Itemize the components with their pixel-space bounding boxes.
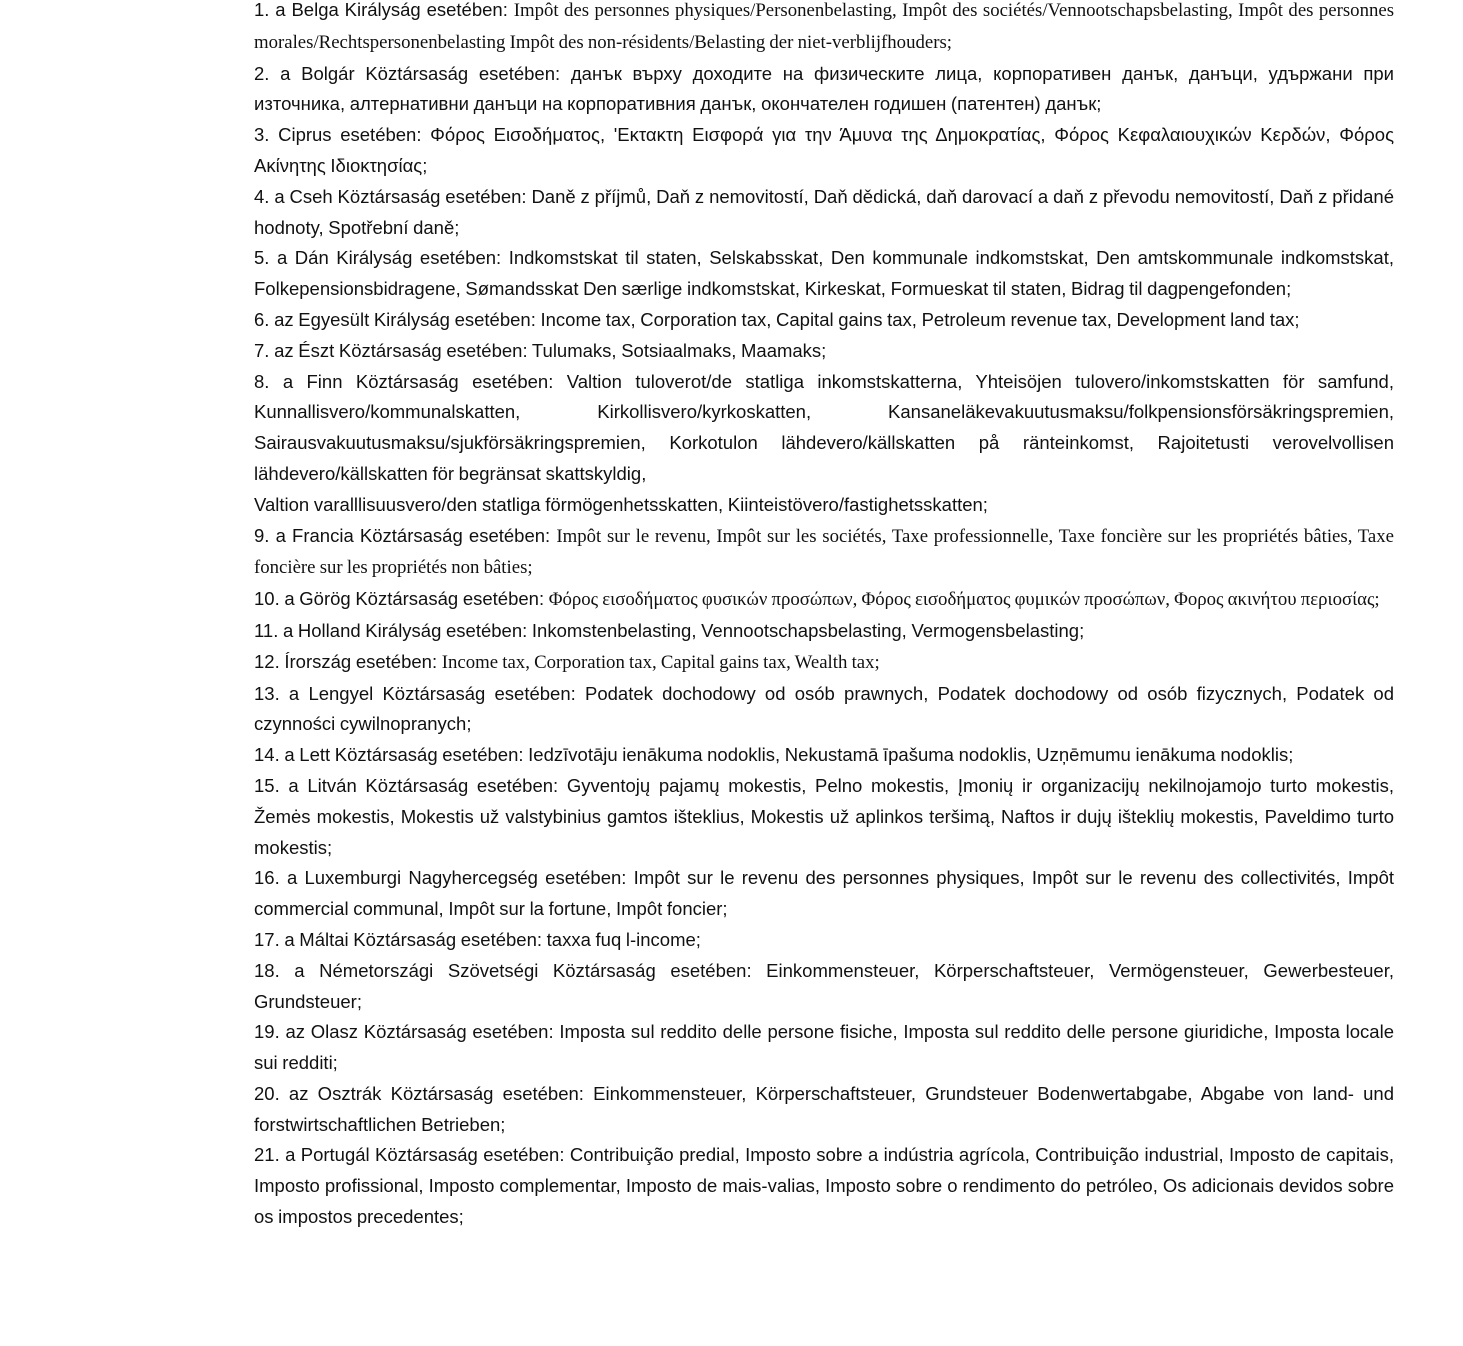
entry-text: Iedzīvotāju ienākuma nodoklis, Nekustamā īpašuma nodoklis, Uzņēmumu ienākuma nodoklis;	[528, 744, 1294, 766]
entry-text: Einkommensteuer, Körperschaftsteuer, Grundsteuer Bodenwertabgabe, Abgabe von land- und forstwirtschaftlichen Betrieben;	[254, 1082, 1394, 1135]
entry-label: 15. a Litván Köztársaság esetében:	[254, 774, 567, 796]
entry-label: 8. a Finn Köztársaság esetében:	[254, 370, 567, 392]
entry-text: данък върху доходите на физическите лица, корпоративен данък, данъци, удържани при източника, алтернативни данъци на корпоративния данък, окончателен годишен (патентен) данък;	[254, 62, 1395, 115]
entry-label: 18. a Németországi Szövetségi Köztársaság esetében:	[254, 959, 767, 981]
entry-label: 7. az Észt Köztársaság esetében:	[254, 339, 532, 361]
entry-text: Podatek dochodowy od osób prawnych, Podatek dochodowy od osób fizycznych, Podatek od czynności cywilnopranych;	[254, 682, 1394, 735]
tax-list	[254, 0, 1394, 1233]
entry-text: Inkomstenbelasting, Vennootschapsbelasting, Vermogensbelasting;	[531, 619, 1085, 641]
entry-text: Φόρος εισοδήματος φυσικών προσώπων, Φόρος εισοδήματος φυμικών προσώπων, Φορος ακινήτου περιοσίας;	[548, 589, 1380, 611]
entry-label: 3. Ciprus esetében:	[254, 124, 431, 146]
entry-text: Gyventojų pajamų mokestis, Pelno mokestis, Įmonių ir organizacijų nekilnojamojo turto mokestis, Žemės mokestis, Mokestis už valstybinius gamtos išteklius, Mokestis už aplinkos teršimą, Naftos ir dujų išteklių mokestis, Paveldimo turto mokestis;	[254, 774, 1395, 858]
entry-text: Impôt sur le revenu, Impôt sur les sociétés, Taxe professionnelle, Taxe foncière sur les propriétés bâties, Taxe foncière sur les propriétés non bâties;	[254, 525, 1394, 579]
list-item	[254, 863, 1394, 925]
entry-text: Imposta sul reddito delle persone fisiche, Imposta sul reddito delle persone giuridiche, Imposta locale sui redditi;	[254, 1021, 1394, 1074]
entry-label: 12. Írország esetében:	[254, 650, 442, 672]
entry-text: Indkomstskat til staten, Selskabsskat, Den kommunale indkomstskat, Den amtskommunale indkomstskat, Folkepensionsbidragene, Sømandsskat Den særlige indkomstskat, Kirkeskat, Formueskat til staten, Bidrag til dagpengefonden;	[254, 247, 1394, 300]
entry-text: Φόρος Εισοδήματος, 'Εκτακτη Εισφορά για την Άμυνα της Δημοκρατίας, Φόρος Κεφαλαιουχικών Κερδών, Φόρος Ακίνητης Ιδιοκτησίας;	[254, 124, 1394, 176]
list-item	[254, 0, 1394, 59]
list-item	[254, 1079, 1394, 1141]
entry-label: 16. a Luxemburgi Nagyhercegség esetében:	[254, 867, 634, 889]
list-item	[254, 925, 1394, 956]
entry-text: Contribuição predial, Imposto sobre a indústria agrícola, Contribuição industrial, Imposto de capitais, Imposto profissional, Imposto complementar, Imposto de mais-valias, Imposto sobre o rendimento do petróleo, Os adicionais devidos sobre os impostos precedentes;	[254, 1144, 1394, 1228]
list-item	[254, 1140, 1394, 1232]
entry-text: Income tax, Corporation tax, Capital gains tax, Petroleum revenue tax, Development land tax;	[540, 308, 1300, 330]
list-item	[254, 647, 1394, 679]
entry-label: 21. a Portugál Köztársaság esetében:	[254, 1144, 570, 1166]
entry-label: 17. a Máltai Köztársaság esetében:	[254, 928, 547, 950]
entry-label: 10. a Görög Köztársaság esetében:	[254, 588, 549, 610]
entry-continuation: Valtion varalllisuusvero/den statliga förmögenhetsskatten, Kiinteistövero/fastighetsskatten;	[254, 493, 988, 515]
list-item	[254, 1017, 1394, 1079]
list-item	[254, 59, 1394, 121]
list-item	[254, 616, 1394, 647]
list-item	[254, 679, 1394, 741]
entry-text: Income tax, Corporation tax, Capital gains tax, Wealth tax;	[441, 651, 880, 673]
entry-label: 6. az Egyesült Királyság esetében:	[254, 308, 541, 330]
list-item	[254, 243, 1394, 305]
list-item	[254, 336, 1394, 367]
entry-label: 4. a Cseh Köztársaság esetében:	[254, 185, 532, 207]
list-item	[254, 367, 1394, 521]
list-item	[254, 182, 1394, 244]
list-item	[254, 120, 1394, 182]
list-item	[254, 584, 1394, 616]
entry-label: 14. a Lett Köztársaság esetében:	[254, 744, 529, 766]
entry-text: taxxa fuq l-income;	[546, 928, 701, 950]
entry-label: 1. a Belga Királyság esetében:	[254, 0, 514, 20]
list-item	[254, 521, 1394, 585]
entry-text: Daně z příjmů, Daň z nemovitostí, Daň dědická, daň darovací a daň z převodu nemovitostí, Daň z přidané hodnoty, Spotřební daně;	[254, 185, 1394, 238]
list-item	[254, 740, 1394, 771]
entry-text: Impôt des personnes physiques/Personenbelasting, Impôt des sociétés/Vennootschapsbelasting, Impôt des personnes morales/Rechtspersonenbelasting Impôt des non-résidents/Belasting der niet-verblijfhouders;	[254, 0, 1394, 53]
entry-text: Einkommensteuer, Körperschaftsteuer, Vermögensteuer, Gewerbesteuer, Grundsteuer;	[254, 959, 1394, 1012]
list-item	[254, 956, 1394, 1018]
list-item	[254, 771, 1394, 863]
list-item	[254, 305, 1394, 336]
entry-label: 11. a Holland Királyság esetében:	[254, 619, 532, 641]
entry-label: 9. a Francia Köztársaság esetében:	[254, 524, 557, 546]
entry-label: 5. a Dán Királyság esetében:	[254, 247, 509, 269]
entry-label: 2. a Bolgár Köztársaság esetében:	[254, 62, 571, 84]
entry-label: 20. az Osztrák Köztársaság esetében:	[254, 1082, 594, 1104]
entry-text: Valtion tuloverot/de statliga inkomstskatterna, Yhteisöjen tulovero/inkomstskatten för samfund, Kunnallisvero/kommunalskatten, Kirkollisvero/kyrkoskatten, Kansaneläkevakuutusmaksu/folkpensionsförsäkringspremien, Sairausvakuutusmaksu/sjukförsäkringspremien, Korkotulon lähdevero/källskatten på ränteinkomst, Rajoitetusti verovelvollisen lähdevero/källskatten för begränsat skattskyldig,	[254, 370, 1394, 484]
entry-label: 13. a Lengyel Köztársaság esetében:	[254, 682, 585, 704]
entry-label: 19. az Olasz Köztársaság esetében:	[254, 1021, 560, 1043]
entry-text: Tulumaks, Sotsiaalmaks, Maamaks;	[531, 339, 827, 361]
entry-text: Impôt sur le revenu des personnes physiques, Impôt sur le revenu des collectivités, Impôt commercial communal, Impôt sur la fortune, Impôt foncier;	[254, 867, 1395, 920]
